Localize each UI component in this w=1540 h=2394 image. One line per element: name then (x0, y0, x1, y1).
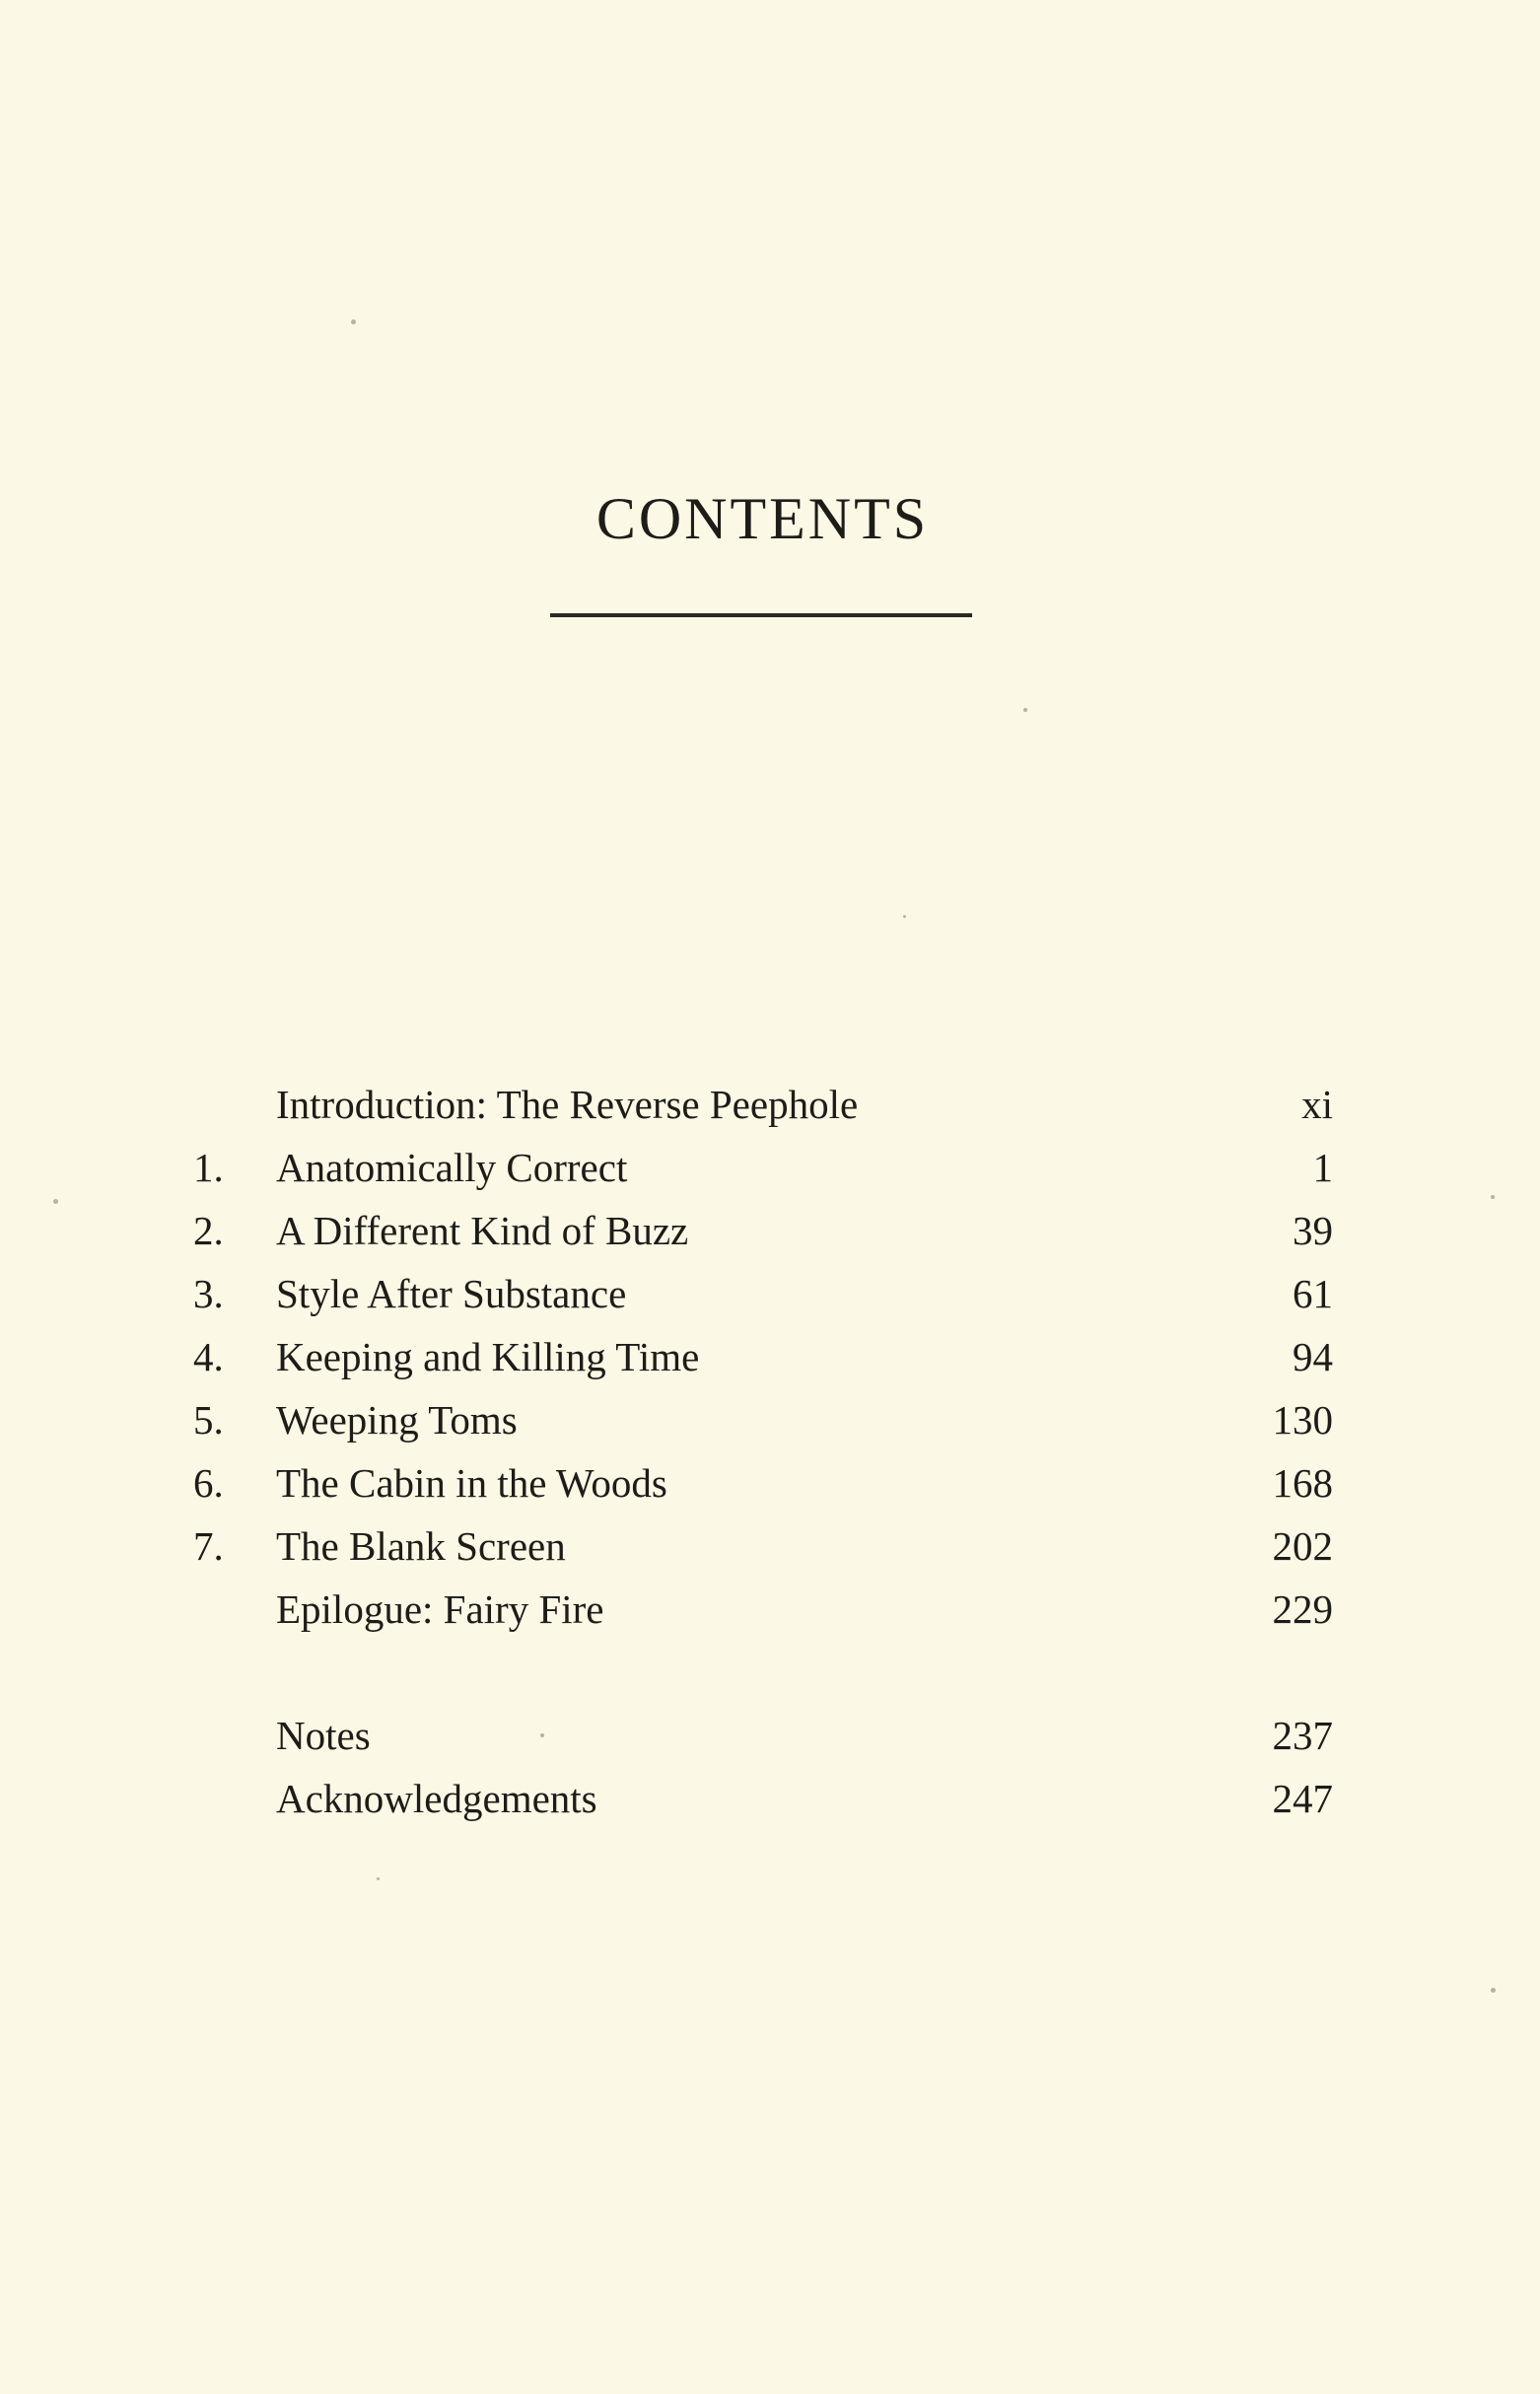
entry-title: Epilogue: Fairy Fire (276, 1586, 604, 1632)
paper-speck (903, 915, 906, 918)
paper-speck (1491, 1988, 1496, 1993)
paper-speck (1023, 708, 1027, 712)
entry-page: 94 (1293, 1334, 1333, 1379)
title-rule (550, 613, 972, 617)
entry-number: 6. (193, 1460, 224, 1506)
entry-title: The Blank Screen (276, 1523, 566, 1569)
entry-title: Acknowledgements (276, 1776, 597, 1821)
entry-page: 168 (1272, 1460, 1333, 1506)
paper-speck (53, 1199, 58, 1204)
entry-title: The Cabin in the Woods (276, 1460, 667, 1506)
entry-page: 247 (1272, 1776, 1333, 1821)
page-title: CONTENTS (595, 486, 930, 551)
toc-entry-notes (0, 1706, 1540, 1765)
entry-page: 237 (1272, 1713, 1333, 1758)
entry-title: Anatomically Correct (276, 1145, 628, 1190)
toc-entry-epilogue (0, 1580, 1540, 1639)
entry-page: 1 (1312, 1145, 1333, 1190)
entry-page: 229 (1272, 1586, 1333, 1632)
entry-number: 3. (193, 1271, 224, 1316)
entry-number: 2. (193, 1208, 224, 1253)
toc-entry-chapter-2 (0, 1201, 1540, 1260)
paper-speck (377, 1877, 380, 1880)
entry-title: Introduction: The Reverse Peephole (276, 1082, 859, 1127)
entry-title: Keeping and Killing Time (276, 1334, 700, 1379)
toc-entry-chapter-1 (0, 1138, 1540, 1197)
paper-speck (1491, 1195, 1495, 1199)
entry-number: 1. (193, 1145, 224, 1190)
toc-entry-chapter-3 (0, 1264, 1540, 1323)
entry-title: A Different Kind of Buzz (276, 1208, 689, 1253)
toc-entry-chapter-7 (0, 1516, 1540, 1576)
toc-entry-chapter-4 (0, 1327, 1540, 1386)
entry-page: xi (1301, 1082, 1333, 1127)
entry-page: 202 (1272, 1523, 1333, 1569)
paper-speck (540, 1733, 544, 1737)
entry-page: 39 (1293, 1208, 1333, 1253)
toc-entry-introduction (0, 1075, 1540, 1134)
entry-page: 61 (1293, 1271, 1333, 1316)
toc-entry-chapter-6 (0, 1453, 1540, 1513)
toc-entry-acknowledgements (0, 1769, 1540, 1828)
entry-title: Weeping Toms (276, 1397, 518, 1443)
entry-number: 5. (193, 1397, 224, 1443)
entry-title: Notes (276, 1713, 371, 1758)
entry-page: 130 (1272, 1397, 1333, 1443)
entry-number: 4. (193, 1334, 224, 1379)
entry-title: Style After Substance (276, 1271, 627, 1316)
toc-entry-chapter-5 (0, 1390, 1540, 1449)
entry-number: 7. (193, 1523, 224, 1569)
paper-speck (351, 319, 356, 324)
